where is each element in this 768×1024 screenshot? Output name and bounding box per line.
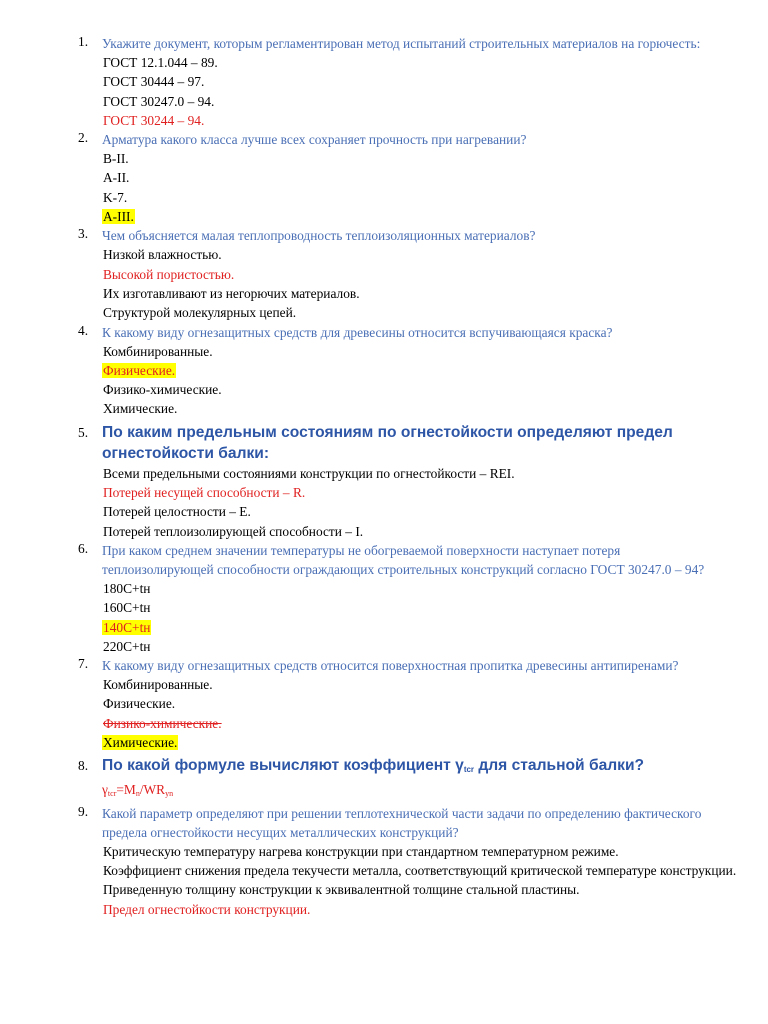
question-block (0, 323, 768, 419)
answer-text: 140C+tн (103, 619, 151, 635)
formula-m-sub: n (135, 789, 140, 799)
answer-option (102, 842, 768, 861)
answer-option (102, 168, 768, 187)
answer-option (102, 618, 768, 637)
answer-option (102, 579, 768, 598)
answer-text: Химические. (103, 735, 178, 751)
question-text-main: Какой параметр определяют при решении теплотехнической части задачи по определению фактического предела огнестойкости несущих металлических конструкций? (102, 805, 702, 840)
answer-option (102, 284, 768, 303)
question-text-tail: для стальной балки? (474, 757, 645, 775)
question-block (0, 541, 768, 656)
question-text-main: При каком среднем значении температуры не обогреваемой поверхности наступает потеря теплоизолирующей способности ограждающих строительных конструкций согласно ГОСТ 30247.0 – 94? (102, 542, 705, 577)
question-text-main: Укажите документ, которым регламентирован метод испытаний строительных материалов на горючесть: (102, 36, 701, 51)
question-block (0, 804, 768, 919)
answer-option (102, 53, 768, 72)
answer-text: Физико-химические. (103, 715, 222, 731)
question-text (102, 804, 722, 842)
question-text (102, 323, 722, 342)
answer-option (102, 900, 768, 919)
answer-option (102, 502, 768, 521)
answer-text: Коэффициент снижения предела текучести металла, соответствующий критической температуре конструкции. (103, 862, 737, 878)
answer-option (102, 361, 768, 380)
answer-text: Предел огнестойкости конструкции. (103, 901, 311, 917)
answer-text: Структурой молекулярных цепей. (103, 305, 297, 321)
answer-option (102, 483, 768, 502)
question-block (0, 34, 768, 130)
answer-text: ГОСТ 30244 – 94. (103, 112, 205, 128)
answer-text: B-II. (103, 151, 129, 167)
answer-text: A-III. (103, 209, 134, 225)
answer-text: A-II. (103, 170, 130, 186)
answer-text: ГОСТ 12.1.044 – 89. (103, 55, 218, 70)
question-number: 1. (78, 34, 89, 49)
question-block (0, 755, 768, 803)
question-text-main: К какому виду огнезащитных средств относится поверхностная пропитка древесины антипиренами? (102, 658, 679, 674)
formula-answer (102, 780, 768, 803)
answer-text: 180C+tн (103, 580, 151, 596)
answer-text: Низкой влажностью. (103, 247, 222, 263)
question-text-main: К какому виду огнезащитных средств для древесины относится вспучивающаяся краска? (102, 324, 613, 340)
answer-option (102, 188, 768, 207)
question-text (102, 755, 722, 780)
question-text (102, 422, 722, 464)
answer-text: Физические. (103, 362, 176, 378)
answer-option (102, 265, 768, 284)
answer-text: ГОСТ 30247.0 – 94. (103, 93, 215, 109)
answer-text: Всеми предельными состояниями конструкции по огнестойкости – REI. (103, 465, 515, 481)
answer-text: Приведенную толщину конструкции к эквивалентной толщине стальной пластины. (103, 882, 580, 898)
document-body (0, 34, 768, 919)
question-text (102, 130, 722, 149)
answer-option (102, 72, 768, 91)
answer-text: Высокой пористостью. (103, 266, 235, 282)
answer-text: Химические. (103, 401, 178, 417)
answer-option (102, 598, 768, 617)
answer-text: Потерей теплоизолирующей способности – I. (103, 523, 364, 539)
formula-mid: /WR (139, 782, 166, 798)
answer-text: 220C+tн (103, 638, 151, 654)
answer-option (102, 92, 768, 111)
answer-option (102, 733, 768, 752)
question-block (0, 656, 768, 752)
question-subscript: tcr (463, 765, 475, 775)
question-number: 3. (78, 226, 89, 242)
question-text-main: Арматура какого класса лучше всех сохраняет прочность при нагревании? (102, 132, 527, 148)
answer-option (102, 149, 768, 168)
answer-option (102, 342, 768, 361)
question-text (102, 656, 722, 675)
answer-option (102, 880, 768, 899)
answer-text: Их изготавливают из негорючих материалов. (103, 285, 360, 301)
answer-option (102, 111, 768, 130)
answer-option (102, 207, 768, 226)
answer-option (102, 399, 768, 418)
question-number: 4. (78, 322, 89, 338)
answer-text: Комбинированные. (103, 677, 213, 693)
question-block (0, 422, 768, 541)
question-block (0, 130, 768, 226)
question-text (102, 226, 722, 245)
question-block (0, 226, 768, 322)
answer-option (102, 694, 768, 713)
answer-option (102, 637, 768, 656)
answer-text: ГОСТ 30444 – 97. (103, 74, 205, 90)
answer-text: Физические. (103, 696, 176, 712)
answer-option (102, 714, 768, 733)
answer-option (102, 861, 768, 880)
answer-text: Потерей несущей способности – R. (103, 485, 306, 501)
question-text (102, 34, 722, 53)
answer-text: Комбинированные. (103, 343, 213, 359)
answer-text: Критическую температуру нагрева конструкции при стандартном температурном режиме. (103, 843, 619, 859)
answer-option (102, 522, 768, 541)
answer-option (102, 245, 768, 264)
question-text-main: По каким предельным состояниям по огнестойкости определяют предел огнестойкости балки: (102, 423, 673, 462)
answer-text: 160C+tн (103, 600, 151, 616)
question-number: 7. (78, 656, 89, 672)
formula-r-sub: yn (165, 789, 174, 799)
formula-gamma: γ (102, 782, 108, 798)
answer-option (102, 303, 768, 322)
formula-gamma-sub: tcr (107, 789, 117, 799)
question-text-main: Чем объясняется малая теплопроводность теплоизоляционных материалов? (102, 228, 536, 244)
answer-option (102, 464, 768, 483)
answer-text: K-7. (103, 189, 128, 205)
answer-option (102, 380, 768, 399)
question-number: 8. (78, 758, 89, 774)
question-text-main: По какой формуле вычисляют коэффициент γ (102, 757, 464, 775)
answer-text: Физико-химические. (103, 382, 222, 398)
question-number: 6. (78, 540, 89, 556)
question-number: 2. (78, 130, 89, 146)
question-text (102, 541, 722, 579)
question-number: 9. (78, 803, 89, 819)
formula-eq: =M (116, 782, 136, 798)
question-number: 5. (78, 424, 89, 440)
answer-option (102, 675, 768, 694)
answer-text: Потерей целостности – E. (103, 504, 251, 520)
